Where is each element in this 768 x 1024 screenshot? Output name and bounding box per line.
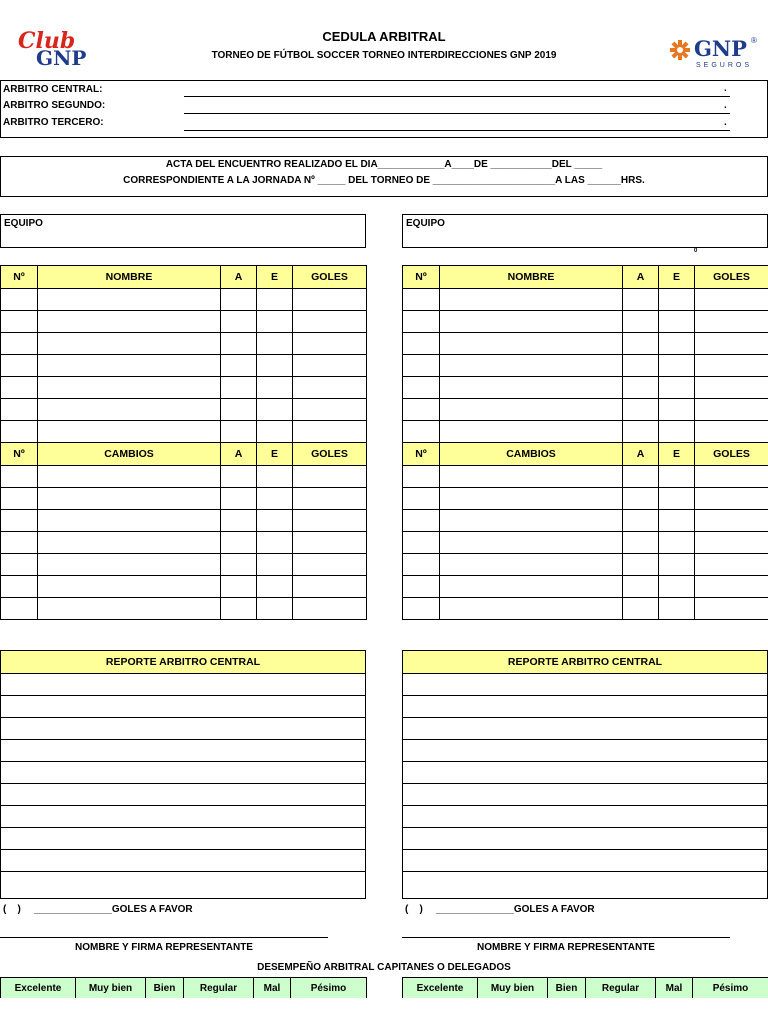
team-box-right[interactable] bbox=[402, 214, 768, 248]
table-cell[interactable] bbox=[695, 466, 768, 488]
table-cell[interactable] bbox=[403, 377, 440, 399]
table-cell[interactable] bbox=[695, 311, 768, 333]
table-cell[interactable] bbox=[1, 466, 38, 488]
table-row bbox=[403, 488, 768, 510]
report-line[interactable] bbox=[1, 850, 365, 872]
goals-paren-left[interactable]: ( ) bbox=[3, 904, 21, 915]
signature-label-right: NOMBRE Y FIRMA REPRESENTANTE bbox=[477, 942, 655, 953]
table-cell[interactable] bbox=[659, 576, 695, 598]
rating-row-left bbox=[0, 977, 367, 998]
table-cell[interactable] bbox=[659, 333, 695, 355]
report-line[interactable] bbox=[403, 696, 767, 718]
table-row bbox=[1, 554, 367, 576]
changes-col-header: A bbox=[221, 443, 257, 466]
players-col-header: A bbox=[623, 266, 659, 289]
changes-col-header: CAMBIOS bbox=[38, 443, 221, 466]
report-lines-right bbox=[403, 674, 767, 894]
table-cell[interactable] bbox=[1, 289, 38, 311]
table-cell[interactable] bbox=[1, 510, 38, 532]
goals-paren-right[interactable]: ( ) bbox=[405, 904, 423, 915]
rating-option[interactable]: Regular bbox=[586, 978, 656, 999]
table-cell[interactable] bbox=[623, 576, 659, 598]
table-cell[interactable] bbox=[623, 466, 659, 488]
table-row bbox=[403, 532, 768, 554]
goals-text-left: ______________GOLES A FAVOR bbox=[34, 904, 193, 915]
table-cell[interactable] bbox=[38, 311, 221, 333]
table-cell[interactable] bbox=[38, 355, 221, 377]
table-cell[interactable] bbox=[695, 532, 768, 554]
table-row bbox=[1, 289, 367, 311]
table-row bbox=[1, 355, 367, 377]
table-cell[interactable] bbox=[257, 421, 293, 443]
report-title-right: REPORTE ARBITRO CENTRAL bbox=[403, 651, 767, 674]
referee-third-line[interactable] bbox=[184, 130, 730, 131]
table-cell[interactable] bbox=[293, 466, 367, 488]
table-cell[interactable] bbox=[1, 377, 38, 399]
table-cell[interactable] bbox=[293, 510, 367, 532]
table-cell[interactable] bbox=[403, 289, 440, 311]
players-col-header: GOLES bbox=[293, 266, 367, 289]
report-line[interactable] bbox=[1, 674, 365, 696]
rating-option[interactable]: Regular bbox=[184, 978, 254, 999]
table-cell[interactable] bbox=[257, 377, 293, 399]
table-cell[interactable] bbox=[257, 311, 293, 333]
table-cell[interactable] bbox=[440, 466, 623, 488]
table-cell[interactable] bbox=[403, 399, 440, 421]
table-cell[interactable] bbox=[695, 488, 768, 510]
report-line[interactable] bbox=[403, 718, 767, 740]
table-cell[interactable] bbox=[221, 399, 257, 421]
table-cell[interactable] bbox=[221, 333, 257, 355]
signature-line-right[interactable] bbox=[402, 937, 730, 938]
table-cell[interactable] bbox=[403, 488, 440, 510]
players-col-header: A bbox=[221, 266, 257, 289]
table-row bbox=[403, 510, 768, 532]
report-line[interactable] bbox=[1, 740, 365, 762]
table-cell[interactable] bbox=[38, 598, 221, 620]
report-box-left bbox=[0, 650, 366, 899]
rating-option[interactable]: Muy bien bbox=[478, 978, 548, 999]
report-line[interactable] bbox=[1, 718, 365, 740]
table-cell[interactable] bbox=[38, 333, 221, 355]
changes-col-header: E bbox=[257, 443, 293, 466]
table-cell[interactable] bbox=[221, 554, 257, 576]
table-cell[interactable] bbox=[221, 377, 257, 399]
gnp-logo-sub: SEGUROS bbox=[696, 62, 753, 69]
table-cell[interactable] bbox=[1, 355, 38, 377]
table-cell[interactable] bbox=[1, 421, 38, 443]
table-cell[interactable] bbox=[440, 421, 623, 443]
table-row bbox=[1, 311, 367, 333]
rating-option[interactable]: Pésimo bbox=[291, 978, 367, 999]
report-line[interactable] bbox=[403, 674, 767, 696]
table-cell[interactable] bbox=[403, 598, 440, 620]
table-cell[interactable] bbox=[293, 355, 367, 377]
table-cell[interactable] bbox=[659, 311, 695, 333]
table-cell[interactable] bbox=[403, 554, 440, 576]
report-lines-left bbox=[1, 674, 365, 894]
table-row bbox=[1, 377, 367, 399]
table-row bbox=[403, 421, 768, 443]
table-cell[interactable] bbox=[440, 311, 623, 333]
table-cell[interactable] bbox=[440, 532, 623, 554]
table-row bbox=[403, 289, 768, 311]
table-row bbox=[1, 532, 367, 554]
table-cell[interactable] bbox=[403, 421, 440, 443]
table-row bbox=[1, 598, 367, 620]
table-row bbox=[403, 576, 768, 598]
rating-row-right bbox=[402, 977, 768, 998]
rating-option[interactable]: Mal bbox=[254, 978, 291, 999]
table-cell[interactable] bbox=[38, 554, 221, 576]
table-cell[interactable] bbox=[221, 576, 257, 598]
table-cell[interactable] bbox=[1, 576, 38, 598]
table-cell[interactable] bbox=[257, 355, 293, 377]
table-row bbox=[1, 466, 367, 488]
report-line[interactable] bbox=[403, 784, 767, 806]
team-label-left: EQUIPO bbox=[4, 218, 43, 229]
table-cell[interactable] bbox=[403, 333, 440, 355]
table-cell[interactable] bbox=[623, 333, 659, 355]
table-cell[interactable] bbox=[257, 598, 293, 620]
table-cell[interactable] bbox=[221, 488, 257, 510]
players-section-right bbox=[403, 266, 768, 443]
table-cell[interactable] bbox=[38, 377, 221, 399]
table-cell[interactable] bbox=[440, 377, 623, 399]
table-cell[interactable] bbox=[659, 488, 695, 510]
table-cell[interactable] bbox=[293, 377, 367, 399]
signature-line-left[interactable] bbox=[0, 937, 328, 938]
report-title-left: REPORTE ARBITRO CENTRAL bbox=[1, 651, 365, 674]
table-cell[interactable] bbox=[659, 355, 695, 377]
players-col-header: GOLES bbox=[695, 266, 768, 289]
table-cell[interactable] bbox=[221, 311, 257, 333]
acta-line-2: CORRESPONDIENTE A LA JORNADA Nº _____ DEL TORNEO DE ______________________A LAS ______HRS. bbox=[123, 175, 645, 186]
table-cell[interactable] bbox=[293, 333, 367, 355]
roster-table-right bbox=[402, 265, 768, 620]
table-cell[interactable] bbox=[440, 554, 623, 576]
table-cell[interactable] bbox=[403, 532, 440, 554]
report-line[interactable] bbox=[1, 762, 365, 784]
table-cell[interactable] bbox=[38, 289, 221, 311]
table-cell[interactable] bbox=[403, 466, 440, 488]
changes-col-header: E bbox=[659, 443, 695, 466]
referee-third-dot: . bbox=[724, 117, 727, 128]
table-cell[interactable] bbox=[38, 510, 221, 532]
referee-central-line[interactable] bbox=[184, 96, 730, 97]
changes-col-header: GOLES bbox=[293, 443, 367, 466]
table-cell[interactable] bbox=[659, 466, 695, 488]
rating-option[interactable]: Muy bien bbox=[76, 978, 146, 999]
table-cell[interactable] bbox=[1, 399, 38, 421]
changes-section-right bbox=[403, 443, 768, 620]
table-cell[interactable] bbox=[293, 554, 367, 576]
changes-header-row bbox=[1, 443, 367, 466]
table-cell[interactable] bbox=[221, 510, 257, 532]
table-cell[interactable] bbox=[257, 554, 293, 576]
rating-option[interactable]: Excelente bbox=[403, 978, 478, 999]
table-cell[interactable] bbox=[440, 289, 623, 311]
table-cell[interactable] bbox=[695, 421, 768, 443]
table-cell[interactable] bbox=[38, 576, 221, 598]
table-cell[interactable] bbox=[221, 289, 257, 311]
rating-option[interactable]: Mal bbox=[656, 978, 693, 999]
table-cell[interactable] bbox=[440, 598, 623, 620]
table-row bbox=[1, 421, 367, 443]
referee-second-line[interactable] bbox=[184, 113, 730, 114]
page-subtitle: TORNEO DE FÚTBOL SOCCER TORNEO INTERDIRECCIONES GNP 2019 bbox=[211, 50, 557, 61]
table-cell[interactable] bbox=[695, 355, 768, 377]
table-cell[interactable] bbox=[695, 598, 768, 620]
table-row bbox=[1, 576, 367, 598]
report-line[interactable] bbox=[403, 828, 767, 850]
players-header-row bbox=[403, 266, 768, 289]
report-line[interactable] bbox=[1, 696, 365, 718]
table-cell[interactable] bbox=[623, 355, 659, 377]
report-line[interactable] bbox=[403, 850, 767, 872]
rating-option[interactable]: Excelente bbox=[1, 978, 76, 999]
table-cell[interactable] bbox=[293, 399, 367, 421]
report-line[interactable] bbox=[403, 762, 767, 784]
table-row bbox=[403, 466, 768, 488]
table-cell[interactable] bbox=[695, 289, 768, 311]
table-cell[interactable] bbox=[695, 399, 768, 421]
goals-text-right: ______________GOLES A FAVOR bbox=[436, 904, 595, 915]
table-row bbox=[403, 377, 768, 399]
report-line[interactable] bbox=[1, 828, 365, 850]
table-cell[interactable] bbox=[695, 554, 768, 576]
roster-table-left bbox=[0, 265, 367, 620]
table-cell[interactable] bbox=[293, 311, 367, 333]
page-title: CEDULA ARBITRAL bbox=[322, 29, 446, 44]
table-cell[interactable] bbox=[1, 311, 38, 333]
report-line[interactable] bbox=[403, 740, 767, 762]
table-cell[interactable] bbox=[659, 421, 695, 443]
rating-options-right bbox=[403, 978, 768, 999]
table-cell[interactable] bbox=[659, 377, 695, 399]
table-cell[interactable] bbox=[659, 532, 695, 554]
table-cell[interactable] bbox=[440, 488, 623, 510]
table-cell[interactable] bbox=[659, 554, 695, 576]
table-cell[interactable] bbox=[221, 466, 257, 488]
table-cell[interactable] bbox=[440, 576, 623, 598]
table-cell[interactable] bbox=[623, 598, 659, 620]
table-cell[interactable] bbox=[403, 355, 440, 377]
changes-col-header: Nº bbox=[1, 443, 38, 466]
report-line[interactable] bbox=[403, 872, 767, 894]
table-cell[interactable] bbox=[659, 399, 695, 421]
table-cell[interactable] bbox=[440, 333, 623, 355]
table-row bbox=[403, 311, 768, 333]
table-cell[interactable] bbox=[403, 510, 440, 532]
table-cell[interactable] bbox=[623, 421, 659, 443]
table-cell[interactable] bbox=[440, 399, 623, 421]
referee-second-label: ARBITRO SEGUNDO: bbox=[3, 100, 106, 111]
players-col-header: Nº bbox=[403, 266, 440, 289]
referee-central-dot: . bbox=[724, 83, 727, 94]
report-box-right bbox=[402, 650, 768, 899]
table-row bbox=[403, 598, 768, 620]
table-cell[interactable] bbox=[293, 576, 367, 598]
table-cell[interactable] bbox=[38, 532, 221, 554]
table-cell[interactable] bbox=[1, 554, 38, 576]
report-line[interactable] bbox=[1, 872, 365, 894]
table-cell[interactable] bbox=[623, 289, 659, 311]
table-cell[interactable] bbox=[440, 355, 623, 377]
table-cell[interactable] bbox=[440, 510, 623, 532]
changes-col-header: Nº bbox=[403, 443, 440, 466]
table-row bbox=[403, 554, 768, 576]
players-col-header: E bbox=[257, 266, 293, 289]
table-row bbox=[1, 488, 367, 510]
report-line[interactable] bbox=[1, 806, 365, 828]
table-cell[interactable] bbox=[257, 510, 293, 532]
table-cell[interactable] bbox=[623, 554, 659, 576]
rating-option[interactable]: Bien bbox=[146, 978, 184, 999]
report-line[interactable] bbox=[1, 784, 365, 806]
table-cell[interactable] bbox=[623, 377, 659, 399]
changes-header-row bbox=[403, 443, 768, 466]
table-cell[interactable] bbox=[623, 488, 659, 510]
table-row bbox=[1, 510, 367, 532]
referee-third-label: ARBITRO TERCERO: bbox=[3, 117, 104, 128]
table-cell[interactable] bbox=[403, 311, 440, 333]
players-col-header: NOMBRE bbox=[38, 266, 221, 289]
table-row bbox=[403, 333, 768, 355]
gnp-logo-reg: ® bbox=[751, 36, 757, 45]
stray-mark: 0 bbox=[694, 248, 698, 254]
players-col-header: NOMBRE bbox=[440, 266, 623, 289]
table-cell[interactable] bbox=[221, 421, 257, 443]
referee-central-label: ARBITRO CENTRAL: bbox=[3, 84, 103, 95]
table-cell[interactable] bbox=[1, 598, 38, 620]
rating-option[interactable]: Bien bbox=[548, 978, 586, 999]
table-cell[interactable] bbox=[257, 532, 293, 554]
table-cell[interactable] bbox=[293, 598, 367, 620]
table-cell[interactable] bbox=[293, 532, 367, 554]
table-cell[interactable] bbox=[293, 488, 367, 510]
rating-options-left bbox=[1, 978, 367, 999]
table-cell[interactable] bbox=[659, 510, 695, 532]
table-cell[interactable] bbox=[221, 532, 257, 554]
table-cell[interactable] bbox=[1, 333, 38, 355]
table-cell[interactable] bbox=[257, 576, 293, 598]
referee-second-dot: . bbox=[724, 100, 727, 111]
players-section-left bbox=[1, 266, 367, 443]
table-cell[interactable] bbox=[623, 311, 659, 333]
players-col-header: E bbox=[659, 266, 695, 289]
acta-line-1: ACTA DEL ENCUENTRO REALIZADO EL DIA____________A____DE ___________DEL _____ bbox=[165, 159, 603, 170]
table-cell[interactable] bbox=[38, 421, 221, 443]
table-row bbox=[403, 355, 768, 377]
table-cell[interactable] bbox=[623, 399, 659, 421]
table-cell[interactable] bbox=[695, 576, 768, 598]
table-cell[interactable] bbox=[1, 532, 38, 554]
performance-title: DESEMPEÑO ARBITRAL CAPITANES O DELEGADOS bbox=[257, 962, 511, 973]
players-col-header: Nº bbox=[1, 266, 38, 289]
table-cell[interactable] bbox=[659, 289, 695, 311]
table-cell[interactable] bbox=[257, 466, 293, 488]
table-cell[interactable] bbox=[1, 488, 38, 510]
club-logo-bottom: GNP bbox=[36, 46, 87, 70]
table-cell[interactable] bbox=[38, 466, 221, 488]
table-row bbox=[1, 333, 367, 355]
table-cell[interactable] bbox=[403, 576, 440, 598]
team-box-left[interactable] bbox=[0, 214, 366, 248]
table-cell[interactable] bbox=[257, 399, 293, 421]
table-cell[interactable] bbox=[623, 532, 659, 554]
table-cell[interactable] bbox=[659, 598, 695, 620]
table-cell[interactable] bbox=[695, 333, 768, 355]
table-row bbox=[403, 399, 768, 421]
table-cell[interactable] bbox=[38, 399, 221, 421]
gnp-logo-main: GNP bbox=[694, 36, 747, 61]
table-cell[interactable] bbox=[221, 355, 257, 377]
table-cell[interactable] bbox=[257, 333, 293, 355]
changes-col-header: A bbox=[623, 443, 659, 466]
table-cell[interactable] bbox=[623, 510, 659, 532]
club-logo-top: Club bbox=[18, 28, 76, 54]
table-cell[interactable] bbox=[695, 377, 768, 399]
rating-option[interactable]: Pésimo bbox=[693, 978, 768, 999]
table-cell[interactable] bbox=[38, 488, 221, 510]
report-line[interactable] bbox=[403, 806, 767, 828]
changes-col-header: GOLES bbox=[695, 443, 768, 466]
table-cell[interactable] bbox=[293, 289, 367, 311]
table-row bbox=[1, 399, 367, 421]
changes-section-left bbox=[1, 443, 367, 620]
table-cell[interactable] bbox=[293, 421, 367, 443]
table-cell[interactable] bbox=[257, 488, 293, 510]
signature-label-left: NOMBRE Y FIRMA REPRESENTANTE bbox=[75, 942, 253, 953]
table-cell[interactable] bbox=[695, 510, 768, 532]
team-label-right: EQUIPO bbox=[406, 218, 445, 229]
players-header-row bbox=[1, 266, 367, 289]
changes-col-header: CAMBIOS bbox=[440, 443, 623, 466]
table-cell[interactable] bbox=[221, 598, 257, 620]
table-cell[interactable] bbox=[257, 289, 293, 311]
